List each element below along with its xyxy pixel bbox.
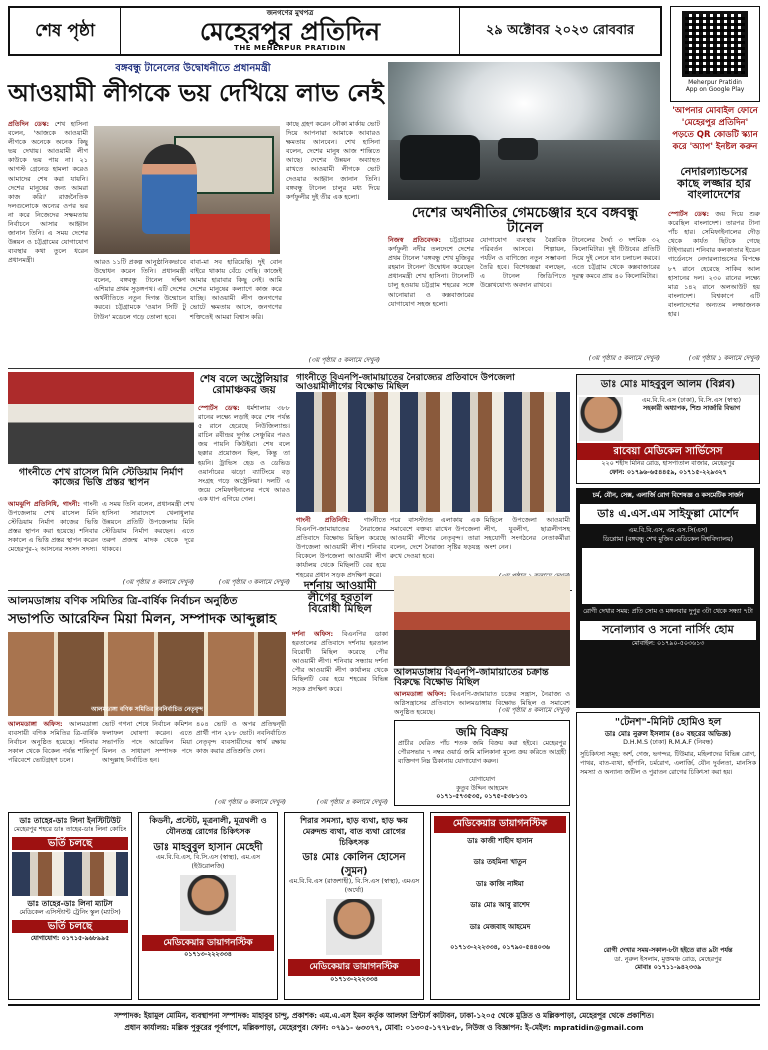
footer-line-2: প্রধান কার্যালয়: মল্লিক পুকুরের পূর্বপাশে, মল্লিকপাড়া, মেহেরপুর। ফোন: ০৭৯১- ৬৩৩৭৭, মোবা: ০১৩০৫-১৭৭৮৫৮, নিউজ ও বিজ্ঞাপন: ই-মেইল: mpratidin@gmail.com	[124, 1022, 644, 1032]
gangni-headline: গাংনীতে বিএনপি-জামায়াতের নৈরাজ্যের প্রতিবাদে উপজেলা আওয়ামীলীগের বিক্ষোভ মিছিল	[296, 373, 515, 393]
ad-medicare-title: মেডিকেয়ার ডায়াগনস্টিক	[434, 816, 566, 833]
land-sale-text: প্রাচীর ঘেরিত পাঁচ শতক জমি বিক্রয় করা হইবে। মেহেরপুর পৌরসভার ৭ নম্বর ওয়ার্ড জমি মালিকানা মূল্যে ক্রয় করিতে আগ্রহী ব্যক্তিগণ নিম্ন ঠিকানায় যোগাযোগ করুন।	[398, 740, 566, 765]
lead-column-4: কাছে গ্রহণ করেন নৌকা মার্কায় ভোট দিয়ে আপনারা আমাকে আবারও ক্ষমতায় আনবেন। শেখ হাসিনা বলেন, দেশের মানুষ আজ শান্তিতে আছে। দেশের উন্নয়ন অব্যাহত রাখতে আওয়ামী লীগকে ভোট দেওয়ার আহ্বান জানান তিনি। বঙ্গবন্ধু টানেল চালুর মধ্য দিয়ে কর্ণফুলীর দুই তীর এক হলো।	[286, 120, 380, 201]
lead-column-1	[8, 120, 88, 368]
ad-homeo-body: সুচিকিৎসা সমূহ: অর্শ, গেজ, ভগন্দর, টিউমার, মহিলাদের বিভিন্ন রোগ, পাথর, বাত-ব্যথা, হাঁপানি, চর্মরোগ, এলার্জি, যৌন দুর্বলতা, মানসিক সমস্যা ও অন্যান্য জটিল ও পুরাতন রোগের চিকিৎসা করা হয়।	[580, 751, 756, 777]
ad-lina-line-1: মেহেরপুর শহরে ডাঃ তাহের-ডাঃ লিনা কোচিং	[13, 826, 127, 834]
paper-name-english: THE MEHERPUR PRATIDIN	[234, 43, 346, 52]
ad-homeo-visit: রোগী দেখার সময়-সকাল-৮টা হইতে রাত ৯টা পর্যন্ত	[603, 947, 733, 955]
sheikh-russel-text-1: গাংনী উপজেলায় শেখ রাসেল মিনি স্টেডিয়াম নির্মাণ কাজের ভিত্তি প্রস্তর স্থাপন করা হয়েছে। শনিবার সকালে এ ভিত্তি প্রস্তর স্থাপন করেন মেহেরপুর-২ আসনের সংসদ সদস্য।	[8, 500, 98, 554]
ad-saifulla-services	[582, 548, 754, 604]
ad-lina-phone[interactable]: যোগাযোগ: ০১৭১৫-৯৬৮৯৯৫	[30, 935, 110, 943]
ad-mehedi-top: কিডনী, প্রস্টেট, মূত্রনালী, মূত্রথলী ও যৌনতন্ত্র রোগের চিকিৎসক	[149, 816, 267, 836]
tunnel-headline: দেশের অর্থনীতির গেমচেঞ্জার হবে বঙ্গবন্ধু টানেল	[411, 205, 639, 236]
australia-continued: (৩য় পৃষ্ঠার ৩ কলামে দেখুন)	[218, 578, 290, 586]
lead-byline: প্রতিদিন ডেস্ক:	[8, 120, 50, 128]
photo-car-2	[498, 138, 538, 160]
darshana-text: বিএনপির ডাকা হরতালের প্রতিবাদে দর্শনায় হরতাল বিরোধী মিছিল করেছে পৌর আওয়ামী লীগ। শনিবার সন্ধ্যায় দর্শনা পৌর আওয়ামী লীগ কার্যালয় থেকে মিছিলটি বের হয়ে শহরের বিভিন্ন সড়ক প্রদক্ষিণ করে।	[292, 630, 388, 693]
ad-dr-saifulla	[576, 488, 760, 708]
ad-homeo-phone[interactable]: মোবাঃ ০১৭১১-৯৪২৩৩৯	[634, 964, 702, 972]
divider	[8, 368, 760, 369]
ad-saifulla-center: সনোল্যাব ও সনো নার্সিং হোম	[580, 621, 756, 640]
ad-medicare-doc-3: ডাঃ কাজি নাঈমা	[476, 879, 524, 888]
paper-name: মেহেরপুর প্রতিদিন	[199, 16, 381, 46]
alamdanga-headline-2: সভাপতি আরেফিন মিয়া মিলন, সম্পাদক আব্দুল্লাহ	[8, 611, 277, 627]
ad-biplob-degree: এম.বি.বি.এস (ঢাকা), বি.সি.এস (স্বাস্থ্য)	[641, 396, 742, 404]
photo-doctor	[326, 899, 382, 955]
tunnel-continued: (৩য় পৃষ্ঠার ৫ কলামে দেখুন)	[588, 354, 660, 362]
land-sale-contact-label: যোগাযোগ	[468, 776, 496, 784]
alamdanga-headline-1: আলমডাঙ্গায় বণিক সমিতির ত্রি-বার্ষিক নির্বাচন অনুষ্ঠিত	[8, 595, 238, 607]
ad-mehedi-phone[interactable]: ০১৭১৩-২২২৩৩৪	[184, 951, 232, 959]
darshana-byline: দর্শনা অফিস:	[292, 630, 334, 638]
ad-lina-title: ডাঃ তাহের-ডাঃ লিনা ইনস্টিটিউট	[19, 816, 121, 825]
darshana-column	[292, 630, 388, 798]
ad-biplob-phone[interactable]: ফোন: ০১৭৯৬-৬৫৪৪৫৯, ০১৭১৫-২২৯৩২৭	[609, 468, 727, 476]
photo-procession	[296, 392, 570, 512]
ad-lina-line-2: মেডিকেল এসিস্ট্যান্ট ট্রেনিং স্কুল (ম্যাটস)	[19, 909, 121, 917]
sheikh-russel-column-1	[8, 500, 98, 584]
ad-lina-institute	[8, 812, 132, 1000]
alamdanga-continued: (৩য় পৃষ্ঠার ৬ কলামে দেখুন)	[214, 798, 286, 806]
masthead	[8, 6, 662, 56]
alamdanga-column-2: ভোট গণনা শেষে নির্বাচন কমিশন ফলাফল ঘোষণা করেন। এতে সভাপতি পদে আরেফিন মিয়া মিলন ও সাধারণ সম্পাদক পদে আব্দুল্লাহ নির্বাচিত হন।	[102, 720, 192, 765]
ad-medicare-doc-1: ডাঃ কাজী শাহীদ হাসান	[467, 836, 533, 845]
ad-kolin-center: মেডিকেয়ার ডায়াগনস্টিক	[288, 959, 420, 975]
ad-lina-admit-2: ভর্তি চলছে	[12, 920, 128, 934]
lead-column-2: আরও ১১টি প্রকল্প আনুষ্ঠানিকভাবে উদ্বোধন করেন তিনি। প্রধানমন্ত্রী বলেন, বঙ্গবন্ধু টানেল দক্ষিণ এশিয়ার প্রথম সুড়ঙ্গপথ। এটি দেশের অর্থনীতিতে নতুন দিগন্ত উন্মোচন করবে। চট্টগ্রামকে 'ওয়ান সিটি টু টাউন' মডেলে গড়ে তোলা হবে।	[94, 258, 186, 321]
ad-homeo-hall	[576, 712, 760, 1000]
photo-car	[400, 135, 480, 180]
qr-caption-2: App on Google Play	[685, 86, 745, 94]
photo-alamdanga-leaders	[8, 632, 286, 716]
lead-headline: আওয়ামী লীগকে ভয় দেখিয়ে লাভ নেই	[8, 78, 384, 107]
ad-dr-mehedi	[138, 812, 278, 1000]
gangni-column-2: পরে বাসস্ট্যান্ড এলাকায় এক সমাবেশে বক্তব্য রাখেন উপজেলা আওয়ামী লীগের নেতৃবৃন্দ। তারা বলেন, দেশে নৈরাজ্য সৃষ্টির ষড়যন্ত্র রুখে দেওয়া হবে।	[390, 516, 480, 561]
alamdanga-column-1	[8, 720, 98, 806]
ad-homeo-address: ডা. নুরুল ইসলাম, মুক্তমঞ্চ রোড, মেহেরপুর	[614, 955, 722, 963]
photo-protest-meeting	[394, 576, 570, 666]
ad-biplob-center: রাবেয়া মেডিকেল সার্ভিসেস	[577, 443, 759, 461]
photo-podium	[190, 214, 270, 254]
ad-saifulla-name: ডাঃ এ.এস.এম সাইফুল্লা মোর্শেদ	[580, 504, 756, 525]
issue-date: ২৯ অক্টোবর ২০২৩ রোববার	[485, 23, 635, 39]
ad-mehedi-name: ডাঃ মাহবুবুল হাসান মেহেদী	[153, 841, 263, 853]
photo-students	[12, 852, 128, 896]
tunnel-column-2: যোগাযোগ ব্যবস্থায় বৈপ্লবিক পরিবর্তন আসবে। শিল্পায়ন, পর্যটন ও বাণিজ্যে নতুন সম্ভাবনা তৈরি হবে। বিশেষজ্ঞরা বলছেন, এ টানেল জিডিপিতে উল্লেখযোগ্য অবদান রাখবে।	[480, 236, 566, 290]
photo-prime-minister	[94, 126, 280, 254]
tagline: জনগণের মুখপত্র	[266, 9, 314, 18]
app-promo: 'আপনার মোবাইল ফোনে 'মেহেরপুর প্রতিদিন' পড়তে QR কোডটি স্ক্যান করে 'অ্যাপ' ইনষ্টল করুন	[672, 106, 758, 152]
ad-medicare-doc-2: ডাঃ তহমিনা খাতুন	[473, 858, 527, 867]
australia-text: ধর্মশালায় ৩৮৮ রানের লক্ষ্যে লড়াই করে শেষ পর্যন্ত ৫ রানে হেরেছে নিউজিল্যান্ড। রাচিন রবীন্দ্রর দুর্দান্ত সেঞ্চুরির পরও জয় পায়নি কিউইরা। শেষ বলে ছক্কার প্রয়োজন ছিল, কিন্তু তা হয়নি। ট্রাভিস হেড ও ডেভিড ওয়ার্নারের ঝড়ো ব্যাটিংয়ে বড় সংগ্রহ গড়ে অস্ট্রেলিয়া। দলটি এ জয়ে সেমিফাইনালের পথে আরও এক ধাপ এগিয়ে গেল।	[198, 404, 290, 503]
australia-headline: শেষ বলে অস্ট্রেলিয়ার রোমাঞ্চকর জয়	[199, 373, 289, 397]
ad-biplob-name: ডাঃ মোঃ মাহবুবুল আলম (বিপ্লব)	[577, 375, 759, 395]
photo-foundation-stone	[8, 372, 194, 464]
land-sale-phone[interactable]: ০১৭১-৫৭৩৫৩৫, ০১৭৫-৫৩৮১৩১	[436, 793, 528, 801]
alamdanga-column-3: ৪০৪ ভোট ও অপর প্রতিদ্বন্দ্বী প্রার্থী পান ২৮৮ ভোট। নবনির্বাচিত নেতৃবৃন্দ ব্যবসায়ীদের স্বার্থ রক্ষায় কাজ করার প্রতিশ্রুতি দেন।	[196, 720, 286, 756]
ad-saifulla-visit: রোগী দেখার সময়: প্রতি সোম ও মঙ্গলবার দুপুর ৩টা থেকে সন্ধ্যা ৭টা	[583, 608, 753, 616]
classified-land-sale	[394, 720, 570, 806]
ad-biplob-title: সহকারী অধ্যাপক, শিশু সার্জারি বিভাগ	[642, 405, 741, 412]
netherlands-column	[668, 210, 760, 350]
lead-column-3: বাবা-মা সব হারিয়েছি। দুই বোন বাইরে থাকায় বেঁচে গেছি। কাজেই আমার হারাবার কিছু নেই। আমি দেশের মানুষের কল্যাণে কাজ করে যাচ্ছি। আওয়ামী লীগ জনগণের ভোটে ক্ষমতায় আসে, জনগণের শক্তিতেই আমরা বিশ্বাস করি।	[190, 258, 282, 321]
ad-kolin-phone[interactable]: ০১৭১৩-২২২৩৩৪	[330, 975, 378, 983]
imprint-footer	[8, 1004, 760, 1044]
gangni-text-1: গাংনীতে বিএনপি-জামায়াতের নৈরাজ্যের প্রতিবাদে বিক্ষোভ মিছিল করেছে উপজেলা আওয়ামী লীগ। শনিবার বিকেলে উপজেলা আওয়ামী লীগ কার্যালয় থেকে মিছিলটি বের হয়ে শহরের প্রধান সড়ক প্রদক্ষিণ করে।	[296, 516, 386, 579]
gangni-column-1	[296, 516, 386, 580]
alamdanga-text-1: আলমডাঙ্গা ব্যবসায়ী বণিক সমিতির ত্রি-বার্ষিক নির্বাচন অনুষ্ঠিত হয়েছে। শনিবার সকাল থেকে বিকেল পর্যন্ত শান্তিপূর্ণ পরিবেশে ভোটগ্রহণ চলে।	[8, 720, 98, 765]
ad-kolin-top: শিরার সমস্যা, হাড় ব্যথা, হাড় ক্ষয় মেরুদন্ড ব্যথা, বাত ব্যথা রোগের চিকিৎসক	[300, 816, 408, 847]
australia-byline: স্পোর্টস ডেস্ক:	[198, 404, 240, 412]
ad-kolin-degree: এম.বি.বি.এস (রাজশাহী), বি.সি.এস (স্বাস্থ্য), এমএস (অর্থো)	[288, 878, 420, 894]
alamdanga-bnp-headline: আলমডাঙ্গায় বিএনপি-জামায়াতের চক্রান্ত বিরুদ্ধে বিক্ষোভ মিছিল	[394, 667, 549, 688]
ad-medicare-phone[interactable]: ০১৭১৩-২২২৩৩৪, ০১৭৯০-৫৪৪০৩৬	[450, 944, 550, 951]
land-sale-contact-name: কুতুব উদ্দিন আহমেদ	[456, 784, 508, 792]
ad-lina-admit: ভর্তি চলছে	[12, 837, 128, 851]
australia-column	[198, 404, 290, 572]
netherlands-headline: নেদারল্যান্ডসের কাছে লজ্জার হার বাংলাদেশের	[677, 165, 751, 202]
gangni-column-3: মিছিলে উপজেলা আওয়ামী লীগ, যুবলীগ, ছাত্রলীগসহ সহযোগী সংগঠনের নেতাকর্মীরা অংশ নেন।	[484, 516, 570, 552]
alamdanga-byline: আলমডাঙ্গা অফিস:	[8, 720, 63, 728]
alamdanga-bnp-continued: (৩য় পৃষ্ঠার ৪ কলামে দেখুন)	[498, 706, 570, 714]
netherlands-continued: (৩য় পৃষ্ঠার ১ কলামে দেখুন)	[688, 354, 760, 362]
lead-continued: (৩য় পৃষ্ঠার ৫ কলামে দেখুন)	[308, 356, 380, 364]
alamdanga-bnp-byline: আলমডাঙ্গা অফিস:	[394, 690, 447, 698]
netherlands-text: জয় দিয়ে শুরু করেছিল বাংলাদেশ। তারপর টানা পাঁচ হার। সেমিফাইনালের দৌড় থেকে কার্যত ছিটকে গেছে টাইগাররা। শনিবার কলকাতার ইডেন গার্ডেনসে নেদারল্যান্ডসের বিপক্ষে ৮৭ রানে হেরেছে সাকিব আল হাসানের দল। ২৩০ রানের লক্ষ্যে মাত্র ১৪২ রানে অলআউট হয় বাংলাদেশ। বিশ্বকাপে এটি বাংলাদেশের অন্যতম লজ্জাজনক হার।	[668, 210, 760, 319]
qr-code-block[interactable]	[670, 6, 760, 102]
ad-homeo-degree: D.H.M.S (ঢাকা) R.M.A.F (নিবন্ধ)	[623, 738, 713, 746]
ad-biplob-address: ২২০ শহীদ মিনির রোড, হাসপাতাল বাজার, মেহেরপুর	[601, 460, 735, 467]
photo-tunnel	[388, 62, 660, 200]
ad-dr-kolin	[284, 812, 424, 1000]
ad-saifulla-phone[interactable]: মোবাইল: ০১৭৯০-৫০৩৬১৩	[631, 639, 705, 647]
ad-saifulla-degree: এম.বি.বি.এস, এম.এস.সি(এস)	[628, 527, 708, 535]
photo-speaker	[142, 144, 197, 234]
ad-dr-biplob	[576, 374, 760, 484]
photo-doctor	[579, 397, 623, 441]
gangni-byline: গাংনী প্রতিনিধি:	[296, 516, 351, 524]
ad-medicare-doc-5: ডাঃ মেজবাহ আহমেদ	[469, 922, 531, 931]
sheikh-russel-byline: আমঝুপি প্রতিনিধি, গাংনী:	[8, 500, 80, 508]
ad-lina-title-2: ডাঃ তাহের-ডাঃ লিনা ম্যাটস	[27, 899, 113, 909]
nameplate	[120, 8, 460, 54]
ad-saifulla-top: চর্ম, যৌন, সেক্স, এলার্জি রোগ বিশেষজ্ঞ ও কসমেটিক সার্জন	[592, 492, 744, 499]
tunnel-byline: নিজস্ব প্রতিবেদক:	[388, 236, 441, 244]
darshana-headline: দর্শনায় আওয়ামী লীগের হরতাল বিরোধী মিছিল	[303, 579, 377, 616]
qr-code-icon	[682, 11, 748, 77]
photo-doctor	[180, 875, 236, 931]
lead-text-1: শেখ হাসিনা বলেন, 'আজকে আওয়ামী লীগকে অনেকে অনেক কিছু ভয় দেখায়। আওয়ামী লীগ কাউকে ভয় পায় না। ২১ আগস্ট গ্রেনেড হামলা করেও আমাদের শেষ করা যায়নি। দেশের মানুষের জন্য আমরা কাজ করি।' রাজনৈতিক দলগুলোকে অন্যের ওপর ভর না করে নিজেদের সক্ষমতায় নির্বাচনে আসার আহ্বান জানান তিনি। এ সময় দেশের উন্নয়ন ও চট্টগ্রামের যোগাযোগ ব্যবস্থার কথা তুলে ধরেন প্রধানমন্ত্রী।	[8, 120, 88, 265]
ad-mehedi-center: মেডিকেয়ার ডায়াগনস্টিক	[142, 935, 274, 951]
netherlands-byline: স্পোর্টস ডেস্ক:	[668, 210, 710, 218]
ad-medicare-doc-4: ডাঃ মোঃ আবু রাশেদ	[470, 901, 530, 910]
ad-kolin-name: ডাঃ মোঃ কোলিন হোসেন (সুমন)	[302, 852, 406, 877]
tunnel-text-1: চট্টগ্রামের কর্ণফুলী নদীর তলদেশে দেশের প্রথম টানেল 'বঙ্গবন্ধু শেখ মুজিবুর রহমান টানেল' উদ্বোধন করেছেন প্রধানমন্ত্রী শেখ হাসিনা। টানেলটি চালু হওয়ায় চট্টগ্রাম শহরের সঙ্গে আনোয়ারা ও কক্সবাজারের যোগাযোগ সহজ হলো।	[388, 236, 474, 308]
ad-mehedi-degree: এম.বি.বি.এস, বি.সি.এস (স্বাস্থ্য), এম.এস (ইউরোলজি)	[156, 854, 260, 870]
alamdanga-photo-caption: আলমডাঙ্গা বণিক সমিতির নবনির্বাচিত নেতৃবৃন্দ	[91, 706, 203, 713]
footer-line-1: সম্পাদক: ইয়ামুল মোমিন, ব্যবস্থাপনা সম্পাদক: মাহাবুব চান্দু, প্রকাশক: এম.এ.এস ইমন কর্তৃক আলফা প্রিন্টার্স কাটাবন, ঢাকা-১২০৫ থেকে মুদ্রিত ও মল্লিকপাড়া, মেহেরপুর থেকে প্রকাশিত।	[114, 1011, 654, 1020]
section-label: শেষ পৃষ্ঠা	[35, 20, 95, 41]
ad-saifulla-hospital: ডিপ্লোমা (বঙ্গবন্ধু শেখ মুজিব মেডিকেল বিশ্ববিদ্যালয়)	[602, 535, 734, 543]
lead-kicker: বঙ্গবন্ধু টানেলের উদ্বোধনীতে প্রধানমন্ত্রী	[115, 63, 271, 74]
sheikh-russel-headline: গাংনীতে শেখ রাসেল মিনি স্টেডিয়াম নির্মাণ কাজের ভিত্তি প্রস্তর স্থাপন	[18, 467, 184, 488]
land-sale-title: জমি বিক্রয়	[455, 725, 509, 739]
tunnel-column-1	[388, 236, 474, 360]
sheikh-russel-continued: (৩য় পৃষ্ঠার ৪ কলামে দেখুন)	[122, 578, 194, 586]
alamdanga-bnp-text: বিএনপি-জামায়াত চক্রের সন্ত্রাস, নৈরাজ্য ও অগ্নিসন্ত্রাসের প্রতিবাদে আলমডাঙ্গায় বিক্ষোভ মিছিল ও সমাবেশ অনুষ্ঠিত হয়েছে।	[394, 690, 571, 717]
tunnel-column-3: টানেলের দৈর্ঘ্য ৩ দশমিক ৩২ কিলোমিটার। দুই টিউবের প্রতিটি দিয়ে দুই লেনে যান চলাচল করবে। এতে চট্টগ্রাম থেকে কক্সবাজারের দূরত্ব কমবে প্রায় ৪০ কিলোমিটার।	[572, 236, 660, 281]
darshana-continued: (৩য় পৃষ্ঠার ৪ কলামে দেখুন)	[316, 798, 388, 806]
ad-homeo-title: "টেনশ"-মিনিট হোমিও হল	[614, 717, 722, 728]
qr-caption-1: Meherpur Pratidin	[688, 79, 742, 86]
ad-medicare-diagnostic	[430, 812, 570, 1000]
sheikh-russel-column-2: এ সময় তিনি বলেন, প্রধানমন্ত্রী শেখ হাসিনা সারাদেশে খেলাধুলার উন্নয়নে প্রতিটি উপজেলায় মিনি স্টেডিয়াম নির্মাণ করছেন। এতে তরুণ প্রজন্ম মাদক থেকে দূরে থাকবে।	[102, 500, 194, 554]
ad-homeo-name: ডাঃ মোঃ নুরুল ইসলাম (৪০ বছরের অভিজ্ঞ)	[604, 729, 732, 738]
